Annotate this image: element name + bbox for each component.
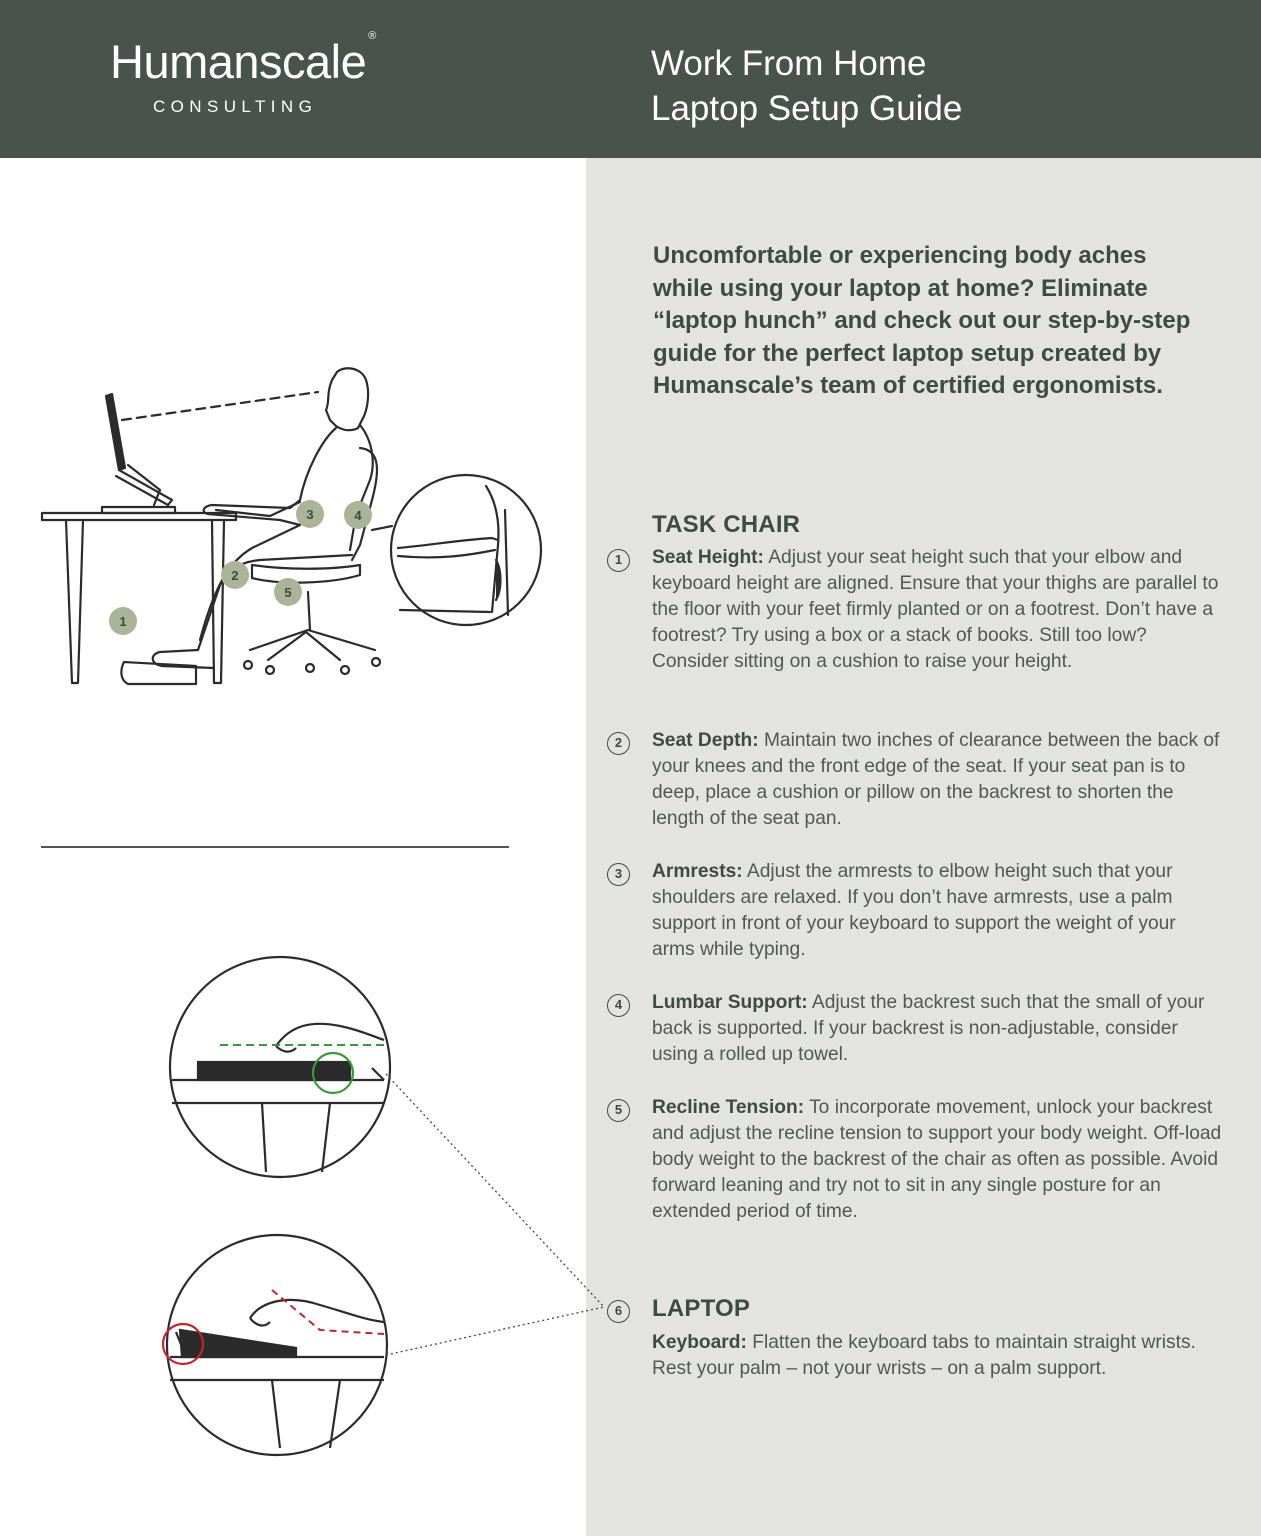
step-number-badge: 4 — [607, 994, 630, 1017]
step-label: Armrests: — [652, 861, 743, 882]
laptop-icon — [102, 394, 175, 513]
step-number-badge: 3 — [607, 863, 630, 886]
step-description: Adjust the backrest such that the small of your back is supported. If your backrest is non-adjustable, consider using a rolled up towel. — [652, 992, 1205, 1065]
lumbar-detail-circle — [372, 475, 541, 625]
registered-mark: ® — [368, 30, 376, 43]
leader-line-bottom — [386, 1307, 604, 1355]
step-number-badge: 5 — [607, 1099, 630, 1122]
step-description: To incorporate movement, unlock your backrest and adjust the recline tension to support your body weight. Off-load body weight to the backrest of the chair as often as possible. Avoid forward leaning and try not to sit in any single posture for an extended period of time. — [652, 1097, 1222, 1222]
step-label: Seat Depth: — [652, 730, 759, 751]
step-label: Recline Tension: — [652, 1097, 805, 1118]
step-label: Keyboard: — [652, 1332, 747, 1353]
step-description: Adjust your seat height such that your elbow and keyboard height are aligned. Ensure that your thighs are parallel to the floor with your feet firmly planted or on a footrest. Don’t have a footrest? Try using a box or a stack of books. Still too low? Consider sitting on a cushion to raise your height. — [652, 547, 1219, 672]
step-label: Lumbar Support: — [652, 992, 808, 1013]
bent-wrist-guide-line — [272, 1290, 384, 1334]
intro-paragraph: Uncomfortable or experiencing body aches while using your laptop at home? Eliminate “laptop hunch” and check out our step-by-step guide for the perfect laptop setup created by Humanscale’s team of certified ergonomists. — [653, 242, 1191, 400]
marker-4-label: 4 — [354, 508, 362, 523]
marker-5-label: 5 — [284, 585, 292, 600]
marker-1-label: 1 — [119, 614, 127, 629]
marker-3-label: 3 — [306, 507, 314, 522]
leader-line-top — [386, 1074, 604, 1307]
sight-line — [122, 392, 318, 420]
step-description: Maintain two inches of clearance between the back of your knees and the front edge of the seat. If your seat pan is to deep, place a cushion or pillow on the backrest to shorten the length of the seat pan. — [652, 730, 1220, 829]
step-label: Seat Height: — [652, 547, 764, 568]
brand-name: Humanscale — [110, 35, 367, 88]
page-title-line-2: Laptop Setup Guide — [651, 89, 963, 128]
step-number-badge: 6 — [607, 1300, 630, 1323]
tilted-keyboard-detail — [167, 1235, 387, 1455]
step-number-badge: 2 — [607, 732, 630, 755]
section-title-task-chair: TASK CHAIR — [652, 511, 801, 538]
flat-keyboard-detail — [170, 957, 390, 1177]
step-description: Flatten the keyboard tabs to maintain straight wrists. Rest your palm – not your wrists – on a palm support. — [652, 1332, 1196, 1379]
desk-icon — [42, 513, 239, 683]
step-description: Adjust the armrests to elbow height such that your shoulders are relaxed. If you don’t have armrests, use a palm support in front of your keyboard to support the weight of your arms while typing. — [652, 861, 1176, 960]
section-title-laptop: LAPTOP — [652, 1295, 751, 1322]
page-title-line-1: Work From Home — [651, 44, 927, 83]
marker-2-label: 2 — [231, 568, 239, 583]
task-chair-icon — [244, 448, 380, 674]
brand-subtitle: CONSULTING — [153, 97, 318, 116]
step-number-badge: 1 — [607, 549, 630, 572]
